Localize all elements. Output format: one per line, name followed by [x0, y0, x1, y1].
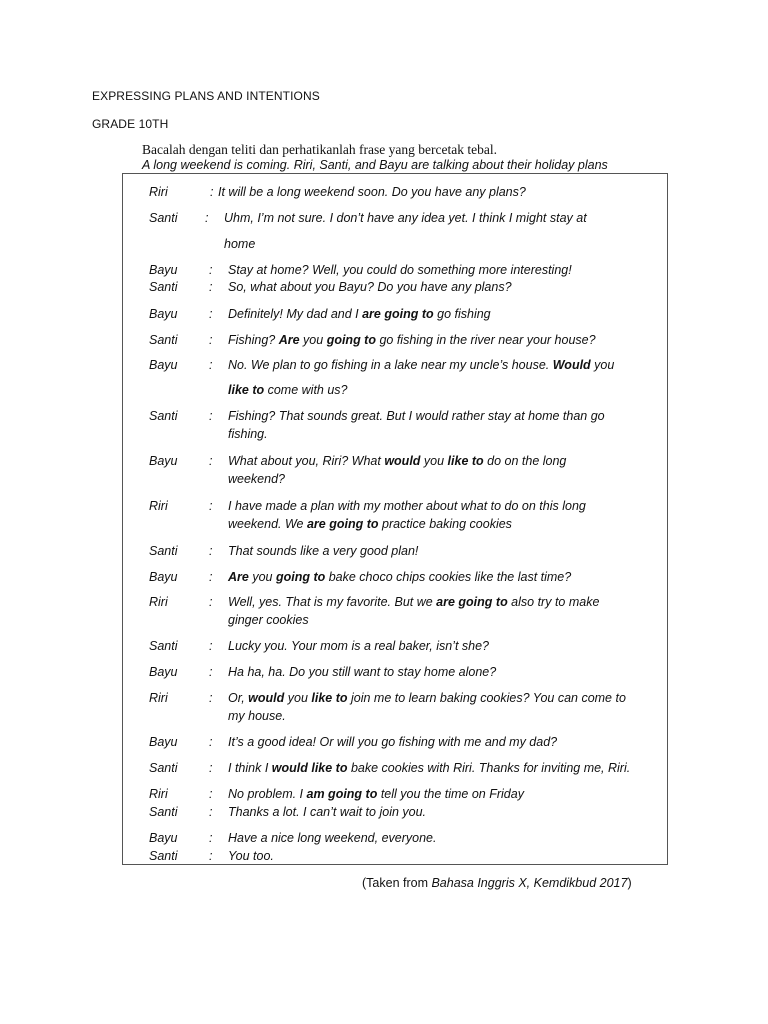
speaker-name: Bayu: [149, 454, 178, 468]
separator-colon: :: [209, 805, 213, 819]
separator-colon: :: [209, 570, 213, 584]
dialogue-line: Are you going to bake choco chips cookies like the last time?: [228, 570, 572, 584]
separator-colon: :: [209, 761, 213, 775]
separator-colon: :: [209, 358, 213, 372]
separator-colon: :: [209, 454, 213, 468]
dialogue-line: I think I would like to bake cookies with Riri. Thanks for inviting me, Riri.: [228, 761, 631, 775]
intro-text: A long weekend is coming. Riri, Santi, and Bayu are talking about their holiday plans: [142, 158, 608, 172]
separator-colon: :: [209, 849, 213, 863]
dialogue-line: my house.: [228, 709, 286, 723]
speaker-name: Riri: [149, 499, 168, 513]
speaker-name: Santi: [149, 639, 178, 653]
dialogue-line: Stay at home? Well, you could do something more interesting!: [228, 263, 572, 277]
dialogue-line: That sounds like a very good plan!: [228, 544, 419, 558]
source-prefix: (Taken from: [362, 876, 432, 890]
speaker-name: Santi: [149, 211, 178, 225]
source-suffix: ): [627, 876, 632, 890]
separator-colon: :: [209, 544, 213, 558]
dialogue-line: What about you, Riri? What would you like to do on the long: [228, 454, 567, 468]
separator-colon: :: [209, 691, 213, 705]
speaker-name: Riri: [149, 787, 168, 801]
separator-colon: :: [209, 499, 213, 513]
speaker-name: Bayu: [149, 570, 178, 584]
dialogue-line: Uhm, I’m not sure. I don’t have any idea yet. I think I might stay at: [224, 211, 587, 225]
dialogue-line: It’s a good idea! Or will you go fishing with me and my dad?: [228, 735, 558, 749]
source-title: Bahasa Inggris X, Kemdikbud 2017: [431, 876, 628, 890]
separator-colon: :: [205, 211, 209, 225]
speaker-name: Bayu: [149, 263, 178, 277]
separator-colon: :: [209, 333, 213, 347]
speaker-name: Santi: [149, 280, 178, 294]
separator-colon: :: [209, 595, 213, 609]
separator-colon: :: [209, 280, 213, 294]
speaker-name: Riri: [149, 691, 168, 705]
dialogue-line: Definitely! My dad and I are going to go fishing: [228, 307, 491, 321]
dialogue-line: Lucky you. Your mom is a real baker, isn’t she?: [228, 639, 490, 653]
instruction-text: Bacalah dengan teliti dan perhatikanlah frase yang bercetak tebal.: [142, 142, 497, 157]
dialogue-line: ginger cookies: [228, 613, 309, 627]
speaker-name: Bayu: [149, 665, 178, 679]
separator-colon: :: [209, 665, 213, 679]
dialogue-line: So, what about you Bayu? Do you have any plans?: [228, 280, 512, 294]
page-title: EXPRESSING PLANS AND INTENTIONS: [92, 89, 320, 103]
source-citation: [362, 876, 632, 890]
dialogue-line: weekend. We are going to practice baking cookies: [228, 517, 512, 531]
separator-colon: :: [210, 185, 214, 199]
speaker-name: Bayu: [149, 735, 178, 749]
speaker-name: Riri: [149, 595, 168, 609]
dialogue-line: fishing.: [228, 427, 268, 441]
dialogue-line: Have a nice long weekend, everyone.: [228, 831, 437, 845]
speaker-name: Bayu: [149, 307, 178, 321]
dialogue-line: home: [224, 237, 256, 251]
dialogue-line: You too.: [228, 849, 274, 863]
speaker-name: Santi: [149, 544, 178, 558]
separator-colon: :: [209, 639, 213, 653]
speaker-name: Bayu: [149, 358, 178, 372]
separator-colon: :: [209, 787, 213, 801]
speaker-name: Santi: [149, 761, 178, 775]
separator-colon: :: [209, 735, 213, 749]
speaker-name: Bayu: [149, 831, 178, 845]
dialogue-line: It will be a long weekend soon. Do you have any plans?: [218, 185, 526, 199]
separator-colon: :: [209, 831, 213, 845]
separator-colon: :: [209, 307, 213, 321]
grade-label: GRADE 10TH: [92, 117, 169, 131]
separator-colon: :: [209, 263, 213, 277]
speaker-name: Santi: [149, 409, 178, 423]
dialogue-line: Fishing? That sounds great. But I would rather stay at home than go: [228, 409, 605, 423]
speaker-name: Santi: [149, 333, 178, 347]
dialogue-line: Thanks a lot. I can’t wait to join you.: [228, 805, 427, 819]
speaker-name: Santi: [149, 849, 178, 863]
dialogue-line: No. We plan to go fishing in a lake near my uncle’s house. Would you: [228, 358, 615, 372]
dialogue-line: No problem. I am going to tell you the time on Friday: [228, 787, 524, 801]
dialogue-line: Fishing? Are you going to go fishing in the river near your house?: [228, 333, 596, 347]
dialogue-line: weekend?: [228, 472, 285, 486]
dialogue-line: Or, would you like to join me to learn baking cookies? You can come to: [228, 691, 626, 705]
speaker-name: Riri: [149, 185, 168, 199]
speaker-name: Santi: [149, 805, 178, 819]
dialogue-line: Well, yes. That is my favorite. But we are going to also try to make: [228, 595, 600, 609]
separator-colon: :: [209, 409, 213, 423]
dialogue-line: I have made a plan with my mother about what to do on this long: [228, 499, 586, 513]
dialogue-line: like to come with us?: [228, 383, 348, 397]
dialogue-line: Ha ha, ha. Do you still want to stay home alone?: [228, 665, 497, 679]
